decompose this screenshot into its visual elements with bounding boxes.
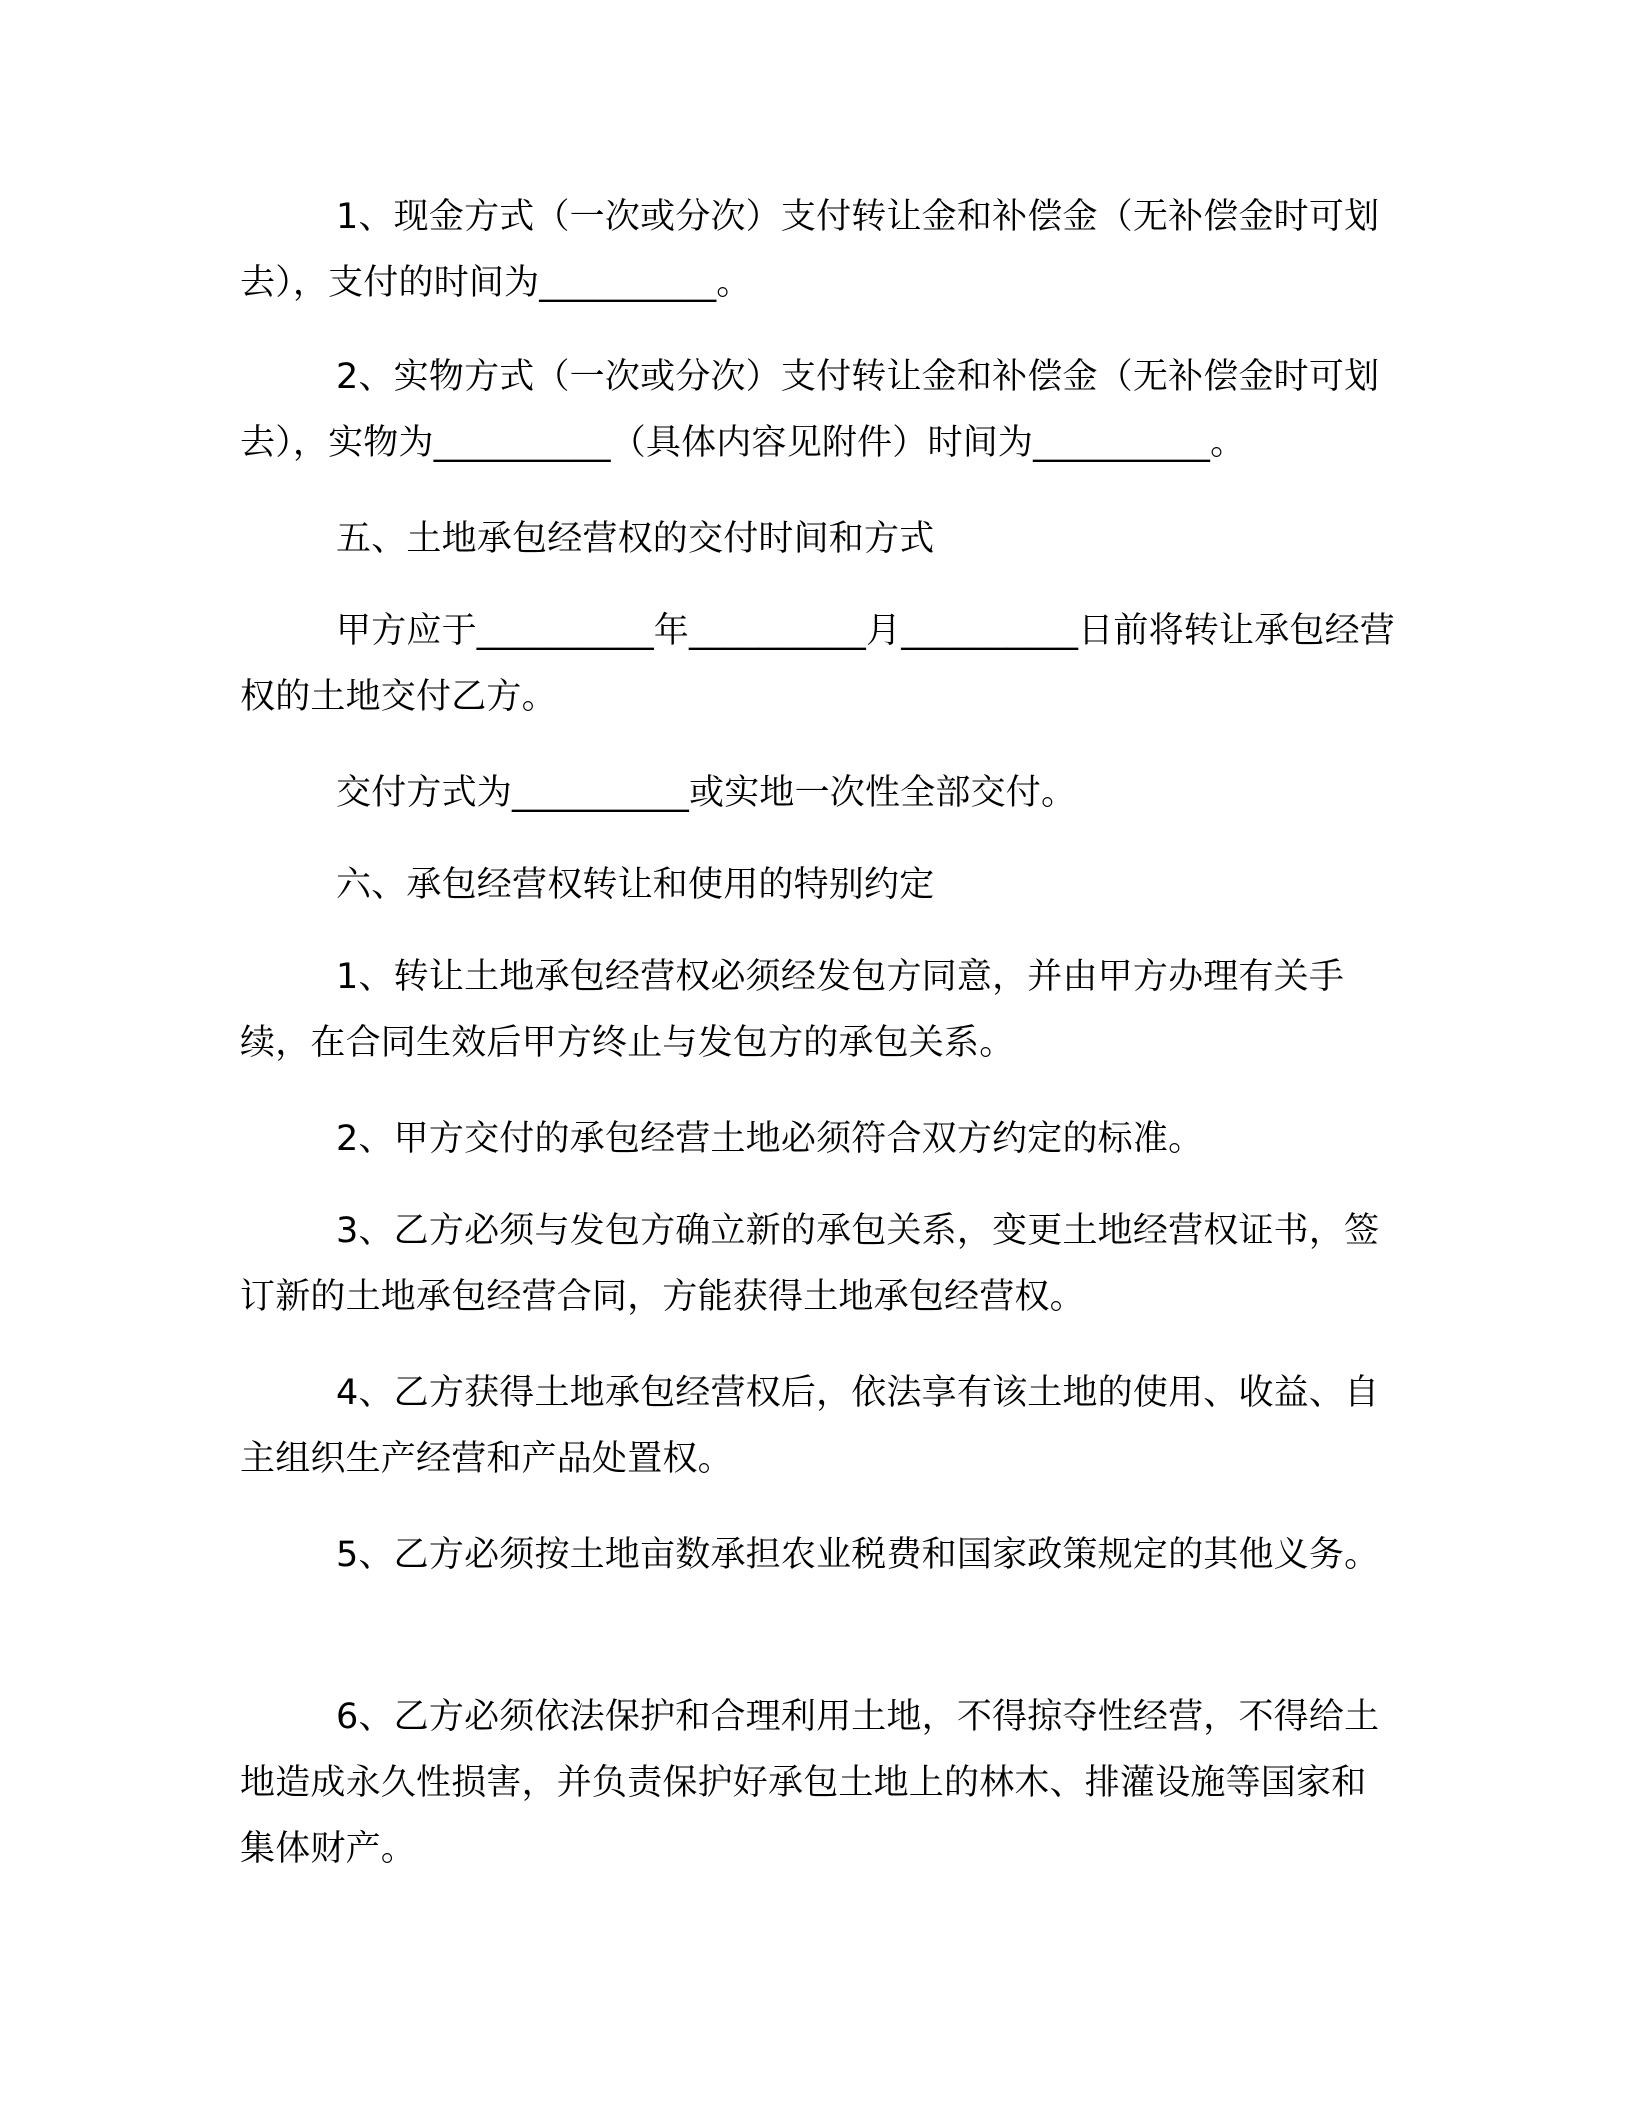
paragraph-term-6: 6、乙方必须依法保护和合理利用土地，不得掠夺性经营，不得给土地造成永久性损害，并负责保护好承包土地上的林木、排灌设施等国家和集体财产。	[240, 1697, 1380, 1869]
paragraph-delivery-date: 甲方应于__________年__________月__________日前将转让承包经营权的土地交付乙方。	[240, 611, 1396, 717]
section-heading-special-terms: 六、承包经营权转让和使用的特别约定	[336, 865, 935, 905]
paragraph-delivery-method: 交付方式为__________或实地一次性全部交付。	[336, 773, 1077, 813]
paragraph-term-3: 3、乙方必须与发包方确立新的承包关系，变更土地经营权证书，签订新的土地承包经营合同，方能获得土地承包经营权。	[240, 1211, 1380, 1317]
paragraph-in-kind-payment: 2、实物方式（一次或分次）支付转让金和补偿金（无补偿金时可划去），实物为__________（具体内容见附件）时间为__________。	[240, 357, 1380, 463]
paragraph-term-4: 4、乙方获得土地承包经营权后，依法享有该土地的使用、收益、自主组织生产经营和产品处置权。	[240, 1373, 1380, 1479]
paragraph-term-5: 5、乙方必须按土地亩数承担农业税费和国家政策规定的其他义务。	[336, 1535, 1380, 1575]
paragraph-term-1: 1、转让土地承包经营权必须经发包方同意，并由甲方办理有关手续，在合同生效后甲方终止与发包方的承包关系。	[240, 957, 1345, 1063]
paragraph-term-2: 2、甲方交付的承包经营土地必须符合双方约定的标准。	[336, 1119, 1204, 1159]
paragraph-cash-payment: 1、现金方式（一次或分次）支付转让金和补偿金（无补偿金时可划去），支付的时间为__________。	[240, 197, 1380, 303]
section-heading-delivery: 五、土地承包经营权的交付时间和方式	[336, 519, 935, 559]
